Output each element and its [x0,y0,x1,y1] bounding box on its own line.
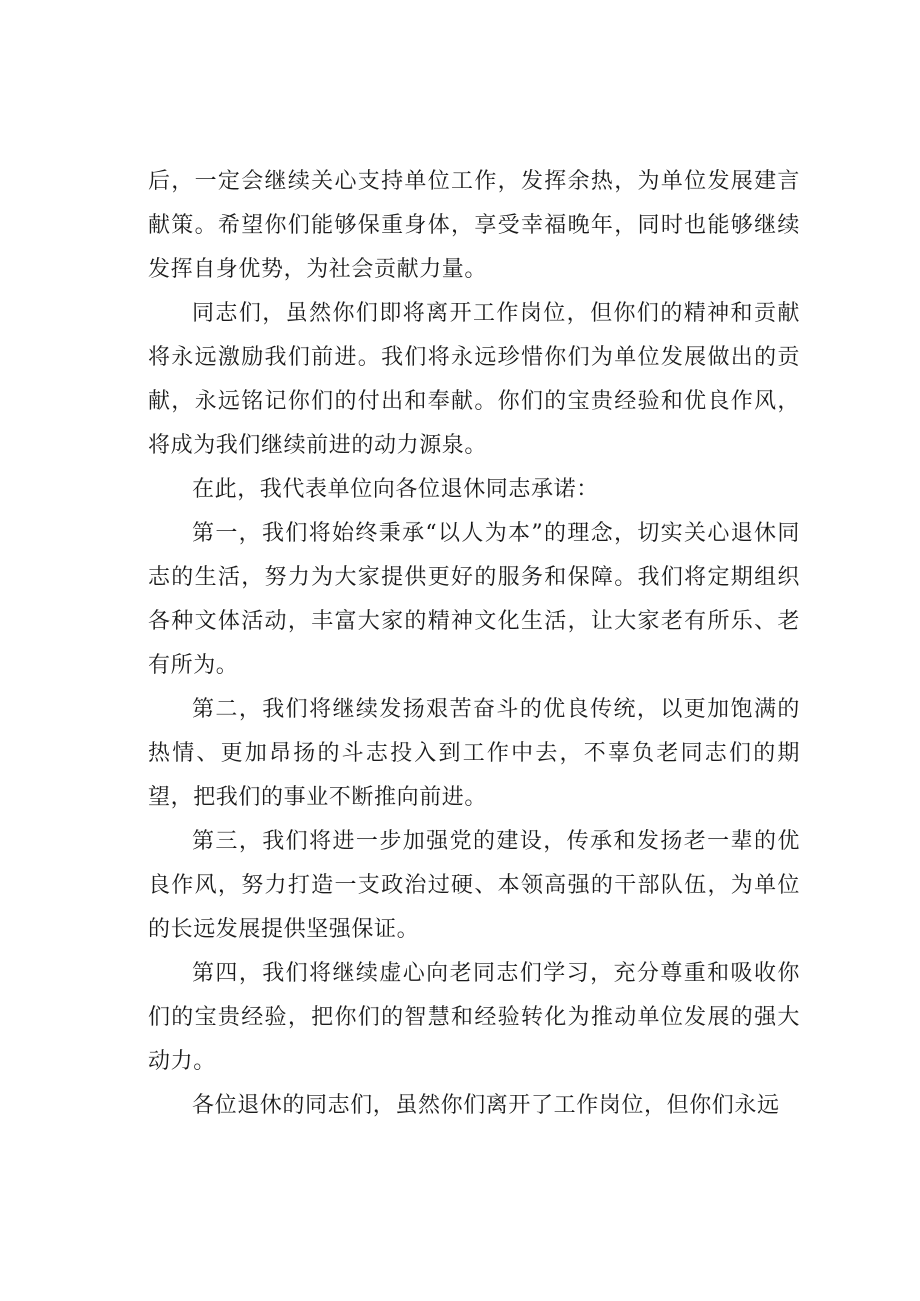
paragraph-promise-second: 第二，我们将继续发扬艰苦奋斗的优良传统，以更加饱满的热情、更加昂扬的斗志投入到工作中去，不辜负老同志们的期望，把我们的事业不断推向前进。 [148,697,800,810]
paragraph-closing: 各位退休的同志们，虽然你们离开了工作岗位，但你们永远 [192,1093,780,1118]
paragraph-promise-fourth: 第四，我们将继续虚心向老同志们学习，充分尊重和吸收你们的宝贵经验，把你们的智慧和经验转化为推动单位发展的强大动力。 [148,961,800,1074]
paragraph-promise-intro: 在此，我代表单位向各位退休同志承诺： [192,477,599,502]
paragraph-promise-first: 第一，我们将始终秉承“以人为本”的理念，切实关心退休同志的生活，努力为大家提供更好的服务和保障。我们将定期组织各种文体活动，丰富大家的精神文化生活，让大家老有所乐、老有所为。 [148,521,800,678]
document-body [148,160,800,1128]
paragraph-spirit-contribution: 同志们，虽然你们即将离开工作岗位，但你们的精神和贡献将永远激励我们前进。我们将永远珍惜你们为单位发展做出的贡献，永远铭记你们的付出和奉献。你们的宝贵经验和优良作风，将成为我们继续前进的动力源泉。 [148,301,800,458]
paragraph-continued: 后，一定会继续关心支持单位工作，发挥余热，为单位发展建言献策。希望你们能够保重身体，享受幸福晚年，同时也能够继续发挥自身优势，为社会贡献力量。 [148,169,800,282]
paragraph-promise-third: 第三，我们将进一步加强党的建设，传承和发扬老一辈的优良作风，努力打造一支政治过硬、本领高强的干部队伍，为单位的长远发展提供坚强保证。 [148,829,800,942]
